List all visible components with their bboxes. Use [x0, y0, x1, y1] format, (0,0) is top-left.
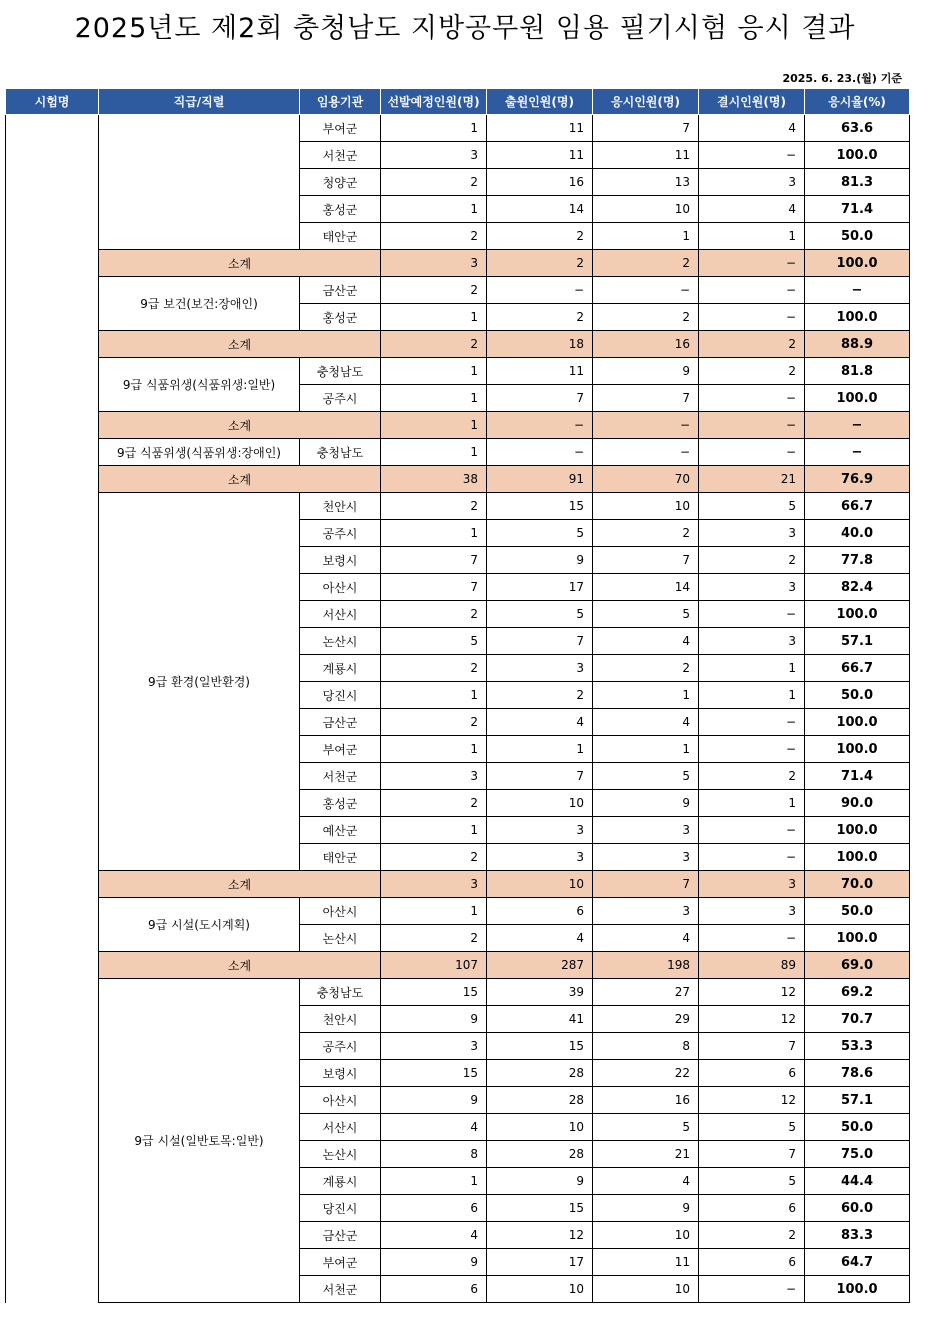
- rate-cell: 81.3: [805, 169, 910, 196]
- absentees-cell: 1: [699, 223, 805, 250]
- attendees-cell: 27: [593, 979, 699, 1006]
- org-cell: 금산군: [300, 709, 381, 736]
- rate-cell: 50.0: [805, 223, 910, 250]
- subtotal-applicants: 287: [487, 952, 593, 979]
- attendees-cell: 1: [593, 682, 699, 709]
- selected-cell: 1: [381, 817, 487, 844]
- rate-cell: 100.0: [805, 385, 910, 412]
- selected-cell: 9: [381, 1249, 487, 1276]
- absentees-cell: 3: [699, 628, 805, 655]
- subtotal-label: 소계: [99, 466, 381, 493]
- attendees-cell: −: [593, 277, 699, 304]
- subtotal-row: [6, 331, 910, 358]
- subtotal-applicants: −: [487, 412, 593, 439]
- subtotal-absentees: −: [699, 412, 805, 439]
- selected-cell: 1: [381, 304, 487, 331]
- absentees-cell: 1: [699, 655, 805, 682]
- absentees-cell: 12: [699, 1087, 805, 1114]
- attendees-cell: 9: [593, 358, 699, 385]
- selected-cell: 5: [381, 628, 487, 655]
- attendees-cell: 2: [593, 655, 699, 682]
- subtotal-attendees: 2: [593, 250, 699, 277]
- rate-cell: 83.3: [805, 1222, 910, 1249]
- selected-cell: 1: [381, 1168, 487, 1195]
- subtotal-row: [6, 871, 910, 898]
- position-cell: [99, 115, 300, 250]
- subtotal-row: [6, 466, 910, 493]
- subtotal-selected: 3: [381, 871, 487, 898]
- header-row: [6, 89, 910, 115]
- attendees-cell: −: [593, 439, 699, 466]
- attendees-cell: 9: [593, 790, 699, 817]
- absentees-cell: 6: [699, 1249, 805, 1276]
- date-note: 2025. 6. 23.(월) 기준: [782, 72, 902, 85]
- applicants-cell: 15: [487, 1033, 593, 1060]
- selected-cell: 1: [381, 196, 487, 223]
- org-cell: 천안시: [300, 1006, 381, 1033]
- subtotal-selected: 107: [381, 952, 487, 979]
- selected-cell: 15: [381, 979, 487, 1006]
- attendees-cell: 4: [593, 925, 699, 952]
- attendees-cell: 1: [593, 736, 699, 763]
- attendees-cell: 22: [593, 1060, 699, 1087]
- absentees-cell: −: [699, 844, 805, 871]
- subtotal-label: 소계: [99, 331, 381, 358]
- selected-cell: 2: [381, 844, 487, 871]
- applicants-cell: 12: [487, 1222, 593, 1249]
- rate-cell: 90.0: [805, 790, 910, 817]
- applicants-cell: 1: [487, 736, 593, 763]
- selected-cell: 1: [381, 439, 487, 466]
- selected-cell: 1: [381, 520, 487, 547]
- applicants-cell: 3: [487, 655, 593, 682]
- attendees-cell: 8: [593, 1033, 699, 1060]
- absentees-cell: −: [699, 601, 805, 628]
- rate-cell: −: [805, 277, 910, 304]
- position-cell: 9급 식품위생(식품위생:장애인): [99, 439, 300, 466]
- subtotal-absentees: −: [699, 250, 805, 277]
- attendees-cell: 4: [593, 1168, 699, 1195]
- org-cell: 당진시: [300, 1195, 381, 1222]
- absentees-cell: −: [699, 709, 805, 736]
- applicants-cell: 39: [487, 979, 593, 1006]
- subtotal-label: 소계: [99, 871, 381, 898]
- rate-cell: 100.0: [805, 304, 910, 331]
- applicants-cell: 28: [487, 1087, 593, 1114]
- org-cell: 서천군: [300, 1276, 381, 1303]
- subtotal-selected: 38: [381, 466, 487, 493]
- applicants-cell: 10: [487, 1114, 593, 1141]
- absentees-cell: −: [699, 1276, 805, 1303]
- selected-cell: 7: [381, 547, 487, 574]
- header-attendees: 응시인원(명): [593, 89, 699, 115]
- applicants-cell: 41: [487, 1006, 593, 1033]
- absentees-cell: 12: [699, 979, 805, 1006]
- subtotal-absentees: 2: [699, 331, 805, 358]
- org-cell: 공주시: [300, 1033, 381, 1060]
- applicants-cell: 2: [487, 223, 593, 250]
- applicants-cell: 6: [487, 898, 593, 925]
- absentees-cell: 5: [699, 1114, 805, 1141]
- org-cell: 서천군: [300, 763, 381, 790]
- rate-cell: 100.0: [805, 142, 910, 169]
- table-row: [6, 358, 910, 385]
- applicants-cell: 5: [487, 601, 593, 628]
- absentees-cell: 3: [699, 898, 805, 925]
- absentees-cell: 1: [699, 790, 805, 817]
- position-cell: 9급 식품위생(식품위생:일반): [99, 358, 300, 412]
- org-cell: 부여군: [300, 736, 381, 763]
- absentees-cell: −: [699, 736, 805, 763]
- subtotal-attendees: 70: [593, 466, 699, 493]
- attendees-cell: 11: [593, 1249, 699, 1276]
- org-cell: 서산시: [300, 1114, 381, 1141]
- rate-cell: 70.7: [805, 1006, 910, 1033]
- selected-cell: 15: [381, 1060, 487, 1087]
- exam-name-cell: [6, 115, 99, 1303]
- selected-cell: 3: [381, 763, 487, 790]
- rate-cell: 100.0: [805, 925, 910, 952]
- rate-cell: 40.0: [805, 520, 910, 547]
- attendees-cell: 3: [593, 898, 699, 925]
- org-cell: 금산군: [300, 277, 381, 304]
- attendees-cell: 4: [593, 709, 699, 736]
- org-cell: 천안시: [300, 493, 381, 520]
- org-cell: 태안군: [300, 223, 381, 250]
- page-title: 2025년도 제2회 충청남도 지방공무원 임용 필기시험 응시 결과: [74, 13, 856, 44]
- absentees-cell: 3: [699, 169, 805, 196]
- applicants-cell: 11: [487, 358, 593, 385]
- org-cell: 충청남도: [300, 439, 381, 466]
- applicants-cell: 7: [487, 763, 593, 790]
- org-cell: 홍성군: [300, 196, 381, 223]
- rate-cell: 53.3: [805, 1033, 910, 1060]
- applicants-cell: 17: [487, 1249, 593, 1276]
- rate-cell: 57.1: [805, 1087, 910, 1114]
- absentees-cell: −: [699, 439, 805, 466]
- applicants-cell: 7: [487, 385, 593, 412]
- subtotal-applicants: 10: [487, 871, 593, 898]
- attendees-cell: 10: [593, 1222, 699, 1249]
- selected-cell: 8: [381, 1141, 487, 1168]
- subtotal-selected: 1: [381, 412, 487, 439]
- rate-cell: 50.0: [805, 898, 910, 925]
- absentees-cell: 12: [699, 1006, 805, 1033]
- applicants-cell: 9: [487, 547, 593, 574]
- org-cell: 논산시: [300, 925, 381, 952]
- applicants-cell: 28: [487, 1060, 593, 1087]
- applicants-cell: 5: [487, 520, 593, 547]
- subtotal-attendees: 198: [593, 952, 699, 979]
- attendees-cell: 11: [593, 142, 699, 169]
- position-cell: 9급 시설(도시계획): [99, 898, 300, 952]
- org-cell: 청양군: [300, 169, 381, 196]
- applicants-cell: 14: [487, 196, 593, 223]
- attendees-cell: 9: [593, 1195, 699, 1222]
- org-cell: 태안군: [300, 844, 381, 871]
- subtotal-absentees: 3: [699, 871, 805, 898]
- org-cell: 계룡시: [300, 1168, 381, 1195]
- rate-cell: 63.6: [805, 115, 910, 142]
- absentees-cell: 5: [699, 1168, 805, 1195]
- attendees-cell: 7: [593, 385, 699, 412]
- subtotal-rate: −: [805, 412, 910, 439]
- absentees-cell: 3: [699, 520, 805, 547]
- table-row: [6, 898, 910, 925]
- absentees-cell: 3: [699, 574, 805, 601]
- selected-cell: 2: [381, 790, 487, 817]
- rate-cell: 71.4: [805, 196, 910, 223]
- table-row: [6, 115, 910, 142]
- org-cell: 충청남도: [300, 979, 381, 1006]
- attendees-cell: 10: [593, 1276, 699, 1303]
- attendees-cell: 5: [593, 1114, 699, 1141]
- subtotal-applicants: 18: [487, 331, 593, 358]
- attendees-cell: 7: [593, 115, 699, 142]
- attendees-cell: 14: [593, 574, 699, 601]
- rate-cell: 100.0: [805, 844, 910, 871]
- subtotal-label: 소계: [99, 952, 381, 979]
- applicants-cell: 4: [487, 709, 593, 736]
- applicants-cell: 2: [487, 682, 593, 709]
- selected-cell: 9: [381, 1087, 487, 1114]
- rate-cell: 100.0: [805, 709, 910, 736]
- org-cell: 아산시: [300, 898, 381, 925]
- selected-cell: 1: [381, 682, 487, 709]
- org-cell: 보령시: [300, 1060, 381, 1087]
- absentees-cell: 4: [699, 115, 805, 142]
- selected-cell: 4: [381, 1222, 487, 1249]
- attendees-cell: 16: [593, 1087, 699, 1114]
- table-row: [6, 493, 910, 520]
- subtotal-selected: 3: [381, 250, 487, 277]
- selected-cell: 2: [381, 277, 487, 304]
- absentees-cell: 4: [699, 196, 805, 223]
- applicants-cell: 7: [487, 628, 593, 655]
- org-cell: 서천군: [300, 142, 381, 169]
- subtotal-rate: 76.9: [805, 466, 910, 493]
- selected-cell: 1: [381, 358, 487, 385]
- rate-cell: 100.0: [805, 601, 910, 628]
- header-exam: 시험명: [6, 89, 99, 115]
- results-table: [5, 88, 910, 1303]
- selected-cell: 7: [381, 574, 487, 601]
- subtotal-row: [6, 412, 910, 439]
- org-cell: 아산시: [300, 1087, 381, 1114]
- absentees-cell: −: [699, 277, 805, 304]
- subtotal-row: [6, 952, 910, 979]
- org-cell: 홍성군: [300, 304, 381, 331]
- attendees-cell: 10: [593, 493, 699, 520]
- applicants-cell: 17: [487, 574, 593, 601]
- rate-cell: 66.7: [805, 655, 910, 682]
- rate-cell: 44.4: [805, 1168, 910, 1195]
- selected-cell: 2: [381, 709, 487, 736]
- attendees-cell: 2: [593, 520, 699, 547]
- absentees-cell: 6: [699, 1060, 805, 1087]
- org-cell: 논산시: [300, 628, 381, 655]
- attendees-cell: 2: [593, 304, 699, 331]
- absentees-cell: 2: [699, 358, 805, 385]
- rate-cell: 71.4: [805, 763, 910, 790]
- attendees-cell: 5: [593, 763, 699, 790]
- attendees-cell: 21: [593, 1141, 699, 1168]
- selected-cell: 1: [381, 898, 487, 925]
- attendees-cell: 7: [593, 547, 699, 574]
- attendees-cell: 3: [593, 844, 699, 871]
- applicants-cell: 10: [487, 790, 593, 817]
- absentees-cell: 2: [699, 763, 805, 790]
- subtotal-applicants: 2: [487, 250, 593, 277]
- rate-cell: 50.0: [805, 682, 910, 709]
- org-cell: 계룡시: [300, 655, 381, 682]
- absentees-cell: 7: [699, 1141, 805, 1168]
- absentees-cell: 5: [699, 493, 805, 520]
- subtotal-absentees: 89: [699, 952, 805, 979]
- subtotal-applicants: 91: [487, 466, 593, 493]
- header-rate: 응시율(%): [805, 89, 910, 115]
- selected-cell: 6: [381, 1195, 487, 1222]
- subtotal-attendees: 7: [593, 871, 699, 898]
- rate-cell: 77.8: [805, 547, 910, 574]
- selected-cell: 2: [381, 169, 487, 196]
- subtotal-absentees: 21: [699, 466, 805, 493]
- header-selected: 선발예정인원(명): [381, 89, 487, 115]
- attendees-cell: 5: [593, 601, 699, 628]
- selected-cell: 1: [381, 115, 487, 142]
- position-cell: 9급 보건(보건:장애인): [99, 277, 300, 331]
- applicants-cell: −: [487, 439, 593, 466]
- org-cell: 금산군: [300, 1222, 381, 1249]
- rate-cell: 66.7: [805, 493, 910, 520]
- applicants-cell: −: [487, 277, 593, 304]
- applicants-cell: 15: [487, 1195, 593, 1222]
- subtotal-selected: 2: [381, 331, 487, 358]
- rate-cell: 57.1: [805, 628, 910, 655]
- org-cell: 예산군: [300, 817, 381, 844]
- rate-cell: 100.0: [805, 736, 910, 763]
- org-cell: 홍성군: [300, 790, 381, 817]
- header-applicants: 출원인원(명): [487, 89, 593, 115]
- applicants-cell: 11: [487, 142, 593, 169]
- attendees-cell: 13: [593, 169, 699, 196]
- applicants-cell: 2: [487, 304, 593, 331]
- absentees-cell: −: [699, 142, 805, 169]
- header-absentees: 결시인원(명): [699, 89, 805, 115]
- rate-cell: 60.0: [805, 1195, 910, 1222]
- org-cell: 논산시: [300, 1141, 381, 1168]
- header-org: 임용기관: [300, 89, 381, 115]
- absentees-cell: −: [699, 925, 805, 952]
- table-row: [6, 439, 910, 466]
- applicants-cell: 10: [487, 1276, 593, 1303]
- org-cell: 당진시: [300, 682, 381, 709]
- rate-cell: 69.2: [805, 979, 910, 1006]
- rate-cell: 78.6: [805, 1060, 910, 1087]
- org-cell: 아산시: [300, 574, 381, 601]
- rate-cell: 75.0: [805, 1141, 910, 1168]
- absentees-cell: 1: [699, 682, 805, 709]
- org-cell: 보령시: [300, 547, 381, 574]
- selected-cell: 1: [381, 385, 487, 412]
- rate-cell: 81.8: [805, 358, 910, 385]
- selected-cell: 9: [381, 1006, 487, 1033]
- applicants-cell: 11: [487, 115, 593, 142]
- absentees-cell: 2: [699, 547, 805, 574]
- attendees-cell: 1: [593, 223, 699, 250]
- rate-cell: 100.0: [805, 817, 910, 844]
- subtotal-attendees: 16: [593, 331, 699, 358]
- position-cell: 9급 시설(일반토목:일반): [99, 979, 300, 1303]
- absentees-cell: −: [699, 304, 805, 331]
- subtotal-attendees: −: [593, 412, 699, 439]
- applicants-cell: 3: [487, 817, 593, 844]
- applicants-cell: 15: [487, 493, 593, 520]
- subtotal-rate: 88.9: [805, 331, 910, 358]
- absentees-cell: 7: [699, 1033, 805, 1060]
- selected-cell: 2: [381, 655, 487, 682]
- attendees-cell: 3: [593, 817, 699, 844]
- applicants-cell: 16: [487, 169, 593, 196]
- absentees-cell: −: [699, 817, 805, 844]
- selected-cell: 3: [381, 1033, 487, 1060]
- rate-cell: 100.0: [805, 1276, 910, 1303]
- attendees-cell: 10: [593, 196, 699, 223]
- subtotal-rate: 69.0: [805, 952, 910, 979]
- selected-cell: 1: [381, 736, 487, 763]
- org-cell: 서산시: [300, 601, 381, 628]
- applicants-cell: 9: [487, 1168, 593, 1195]
- attendees-cell: 4: [593, 628, 699, 655]
- absentees-cell: −: [699, 385, 805, 412]
- selected-cell: 2: [381, 493, 487, 520]
- org-cell: 공주시: [300, 385, 381, 412]
- org-cell: 공주시: [300, 520, 381, 547]
- org-cell: 부여군: [300, 115, 381, 142]
- org-cell: 충청남도: [300, 358, 381, 385]
- selected-cell: 2: [381, 601, 487, 628]
- selected-cell: 3: [381, 142, 487, 169]
- table-row: [6, 979, 910, 1006]
- subtotal-rate: 70.0: [805, 871, 910, 898]
- rate-cell: −: [805, 439, 910, 466]
- applicants-cell: 3: [487, 844, 593, 871]
- attendees-cell: 29: [593, 1006, 699, 1033]
- header-position: 직급/직렬: [99, 89, 300, 115]
- position-cell: 9급 환경(일반환경): [99, 493, 300, 871]
- selected-cell: 2: [381, 223, 487, 250]
- absentees-cell: 2: [699, 1222, 805, 1249]
- org-cell: 부여군: [300, 1249, 381, 1276]
- table-row: [6, 277, 910, 304]
- rate-cell: 64.7: [805, 1249, 910, 1276]
- applicants-cell: 4: [487, 925, 593, 952]
- absentees-cell: 6: [699, 1195, 805, 1222]
- rate-cell: 50.0: [805, 1114, 910, 1141]
- subtotal-label: 소계: [99, 412, 381, 439]
- applicants-cell: 28: [487, 1141, 593, 1168]
- subtotal-row: [6, 250, 910, 277]
- rate-cell: 82.4: [805, 574, 910, 601]
- subtotal-label: 소계: [99, 250, 381, 277]
- selected-cell: 2: [381, 925, 487, 952]
- subtotal-rate: 100.0: [805, 250, 910, 277]
- selected-cell: 6: [381, 1276, 487, 1303]
- selected-cell: 4: [381, 1114, 487, 1141]
